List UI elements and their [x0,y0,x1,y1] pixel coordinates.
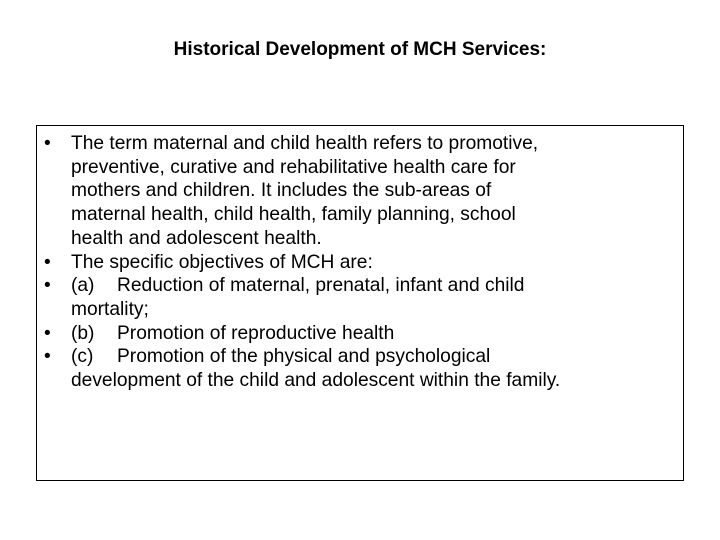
bullet-text-line: development of the child and adolescent within the family. [71,370,561,392]
bullet-icon: • [44,275,51,297]
objective-marker: (c) [71,346,94,368]
slide-title: Historical Development of MCH Services: [173,39,547,60]
bullet-list [37,132,683,393]
bullet-icon: • [44,346,51,368]
content-box [36,125,684,481]
bullet-text-line [71,345,683,369]
bullet-text-line: health and adolescent health. [71,227,322,249]
objective-text: Reduction of maternal, prenatal, infant and child [117,275,525,297]
list-item [37,345,683,392]
bullet-icon: • [44,251,51,273]
bullet-icon: • [44,322,51,344]
list-item [37,322,683,346]
bullet-text-line: maternal health, child health, family planning, school [71,204,516,226]
bullet-text-line: mortality; [71,298,149,320]
objective-text: Promotion of reproductive health [117,322,395,344]
bullet-text-line: The specific objectives of MCH are: [71,251,373,273]
bullet-text-line: preventive, curative and rehabilitative health care for [71,156,516,178]
bullet-text-line [71,322,683,346]
list-item [37,251,683,275]
bullet-text-line: The term maternal and child health refers to promotive, [71,133,539,154]
bullet-text-line [71,274,683,298]
objective-text: Promotion of the physical and psychological [117,346,491,368]
objective-marker: (a) [71,275,95,297]
list-item [37,274,683,321]
bullet-text-line: mothers and children. It includes the sub-areas of [71,180,492,202]
list-item [37,132,683,251]
objective-marker: (b) [71,322,95,344]
bullet-icon: • [44,133,51,154]
